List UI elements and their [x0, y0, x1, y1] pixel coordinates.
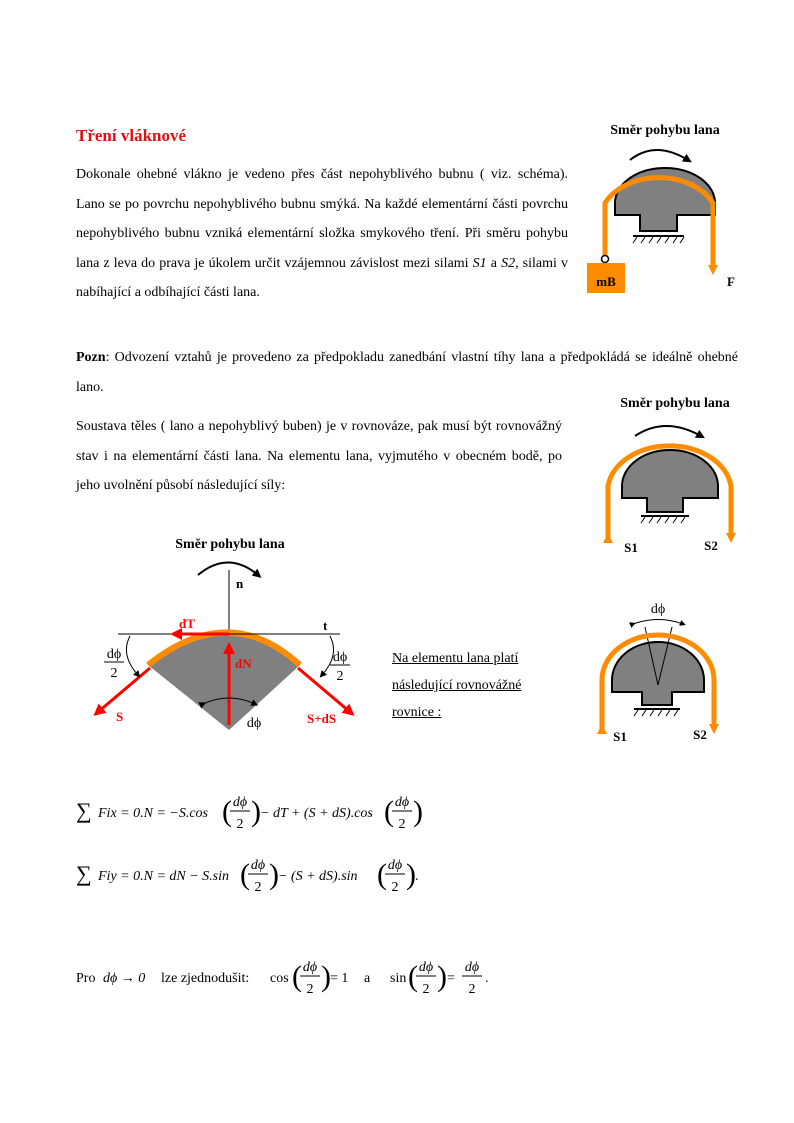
eq2-frac2-den: 2 — [391, 880, 399, 895]
eq3-text: lze zjednodušit: — [161, 971, 250, 986]
eq3-paren2-open: ( — [408, 960, 418, 993]
figure-drum-with-mass — [585, 115, 765, 295]
eq2-frac-den: 2 — [254, 880, 262, 895]
eq2-frac-num: dϕ — [250, 858, 266, 873]
angle-arc — [633, 620, 683, 625]
equation-simplification — [76, 955, 516, 1003]
eq3-eq: = — [447, 971, 455, 986]
s2-label: S2 — [704, 538, 718, 553]
intro-and: a — [486, 255, 502, 271]
dt-label: dT — [179, 616, 195, 631]
figure-drum-s1-s2 — [595, 388, 775, 558]
eq2-end: . — [415, 869, 419, 884]
drum-shape — [612, 642, 704, 705]
motion-arrow-icon — [635, 426, 701, 436]
left-angle-arc — [126, 636, 138, 675]
eq3-paren-close: ) — [321, 960, 331, 993]
eq1-lhs: Fix = 0.N = −S.cos — [98, 806, 208, 821]
eq1-paren2-close: ) — [413, 795, 423, 828]
equation-fiy — [76, 851, 476, 899]
symbol-s2: S2 — [501, 255, 516, 271]
eq1-mid: − dT + (S + dS).cos — [260, 806, 373, 821]
eq2-paren-close: ) — [269, 858, 279, 891]
eq2-paren-open: ( — [240, 858, 250, 891]
page-title: Tření vláknové — [76, 126, 187, 145]
s1-label: S1 — [624, 540, 638, 555]
fig1-caption: Směr pohybu lana — [610, 123, 720, 138]
figure-drum-dphi — [590, 597, 740, 747]
equilibrium-paragraph: Soustava těles ( lano a nepohyblivý buben) je v rovnováze, pak musí být rovnovážný stav i na elementární části lana. Na elementu lana, vyjmutého v obecném bodě, po jeho uvolnění působí následující síly: — [76, 419, 562, 493]
note-text: : Odvození vztahů je provedeno za předpokladu zanedbání vlastní tíhy lana a předpokládá se ideálně ohebné lano. — [76, 350, 738, 395]
force-label: F — [727, 274, 735, 289]
intro-paragraph — [76, 160, 568, 308]
t-label: t — [323, 618, 328, 633]
eq1-frac2-num: dϕ — [394, 795, 410, 810]
s1-label: S1 — [613, 729, 627, 744]
mass-label: mB — [596, 274, 616, 289]
eq1-paren2-open: ( — [384, 795, 394, 828]
s-arrow — [98, 668, 150, 712]
equations-intro: Na elementu lana platí následující rovnovážné rovnice : — [392, 651, 522, 720]
motion-arrow-icon — [198, 563, 258, 576]
eq3-cos: cos — [270, 971, 289, 986]
left-angle-num: dϕ — [106, 647, 122, 662]
eq3-sin: sin — [390, 971, 407, 986]
rope-hook — [602, 256, 609, 263]
sum-symbol: ∑ — [76, 861, 92, 886]
eq1-paren-close: ) — [251, 795, 261, 828]
motion-arrow-icon — [630, 150, 688, 160]
eq3-frac3-num: dϕ — [464, 960, 480, 975]
ground-hatch — [641, 517, 685, 523]
sds-label: S+dS — [307, 711, 337, 726]
equation-fix — [76, 788, 476, 836]
eq1-frac2-den: 2 — [398, 817, 406, 832]
eq3-eq1: = 1 — [330, 971, 349, 986]
eq3-pro: Pro — [76, 971, 96, 986]
right-angle-num: dϕ — [332, 650, 348, 665]
eq2-frac2-num: dϕ — [387, 858, 403, 873]
eq3-frac-num: dϕ — [302, 960, 318, 975]
eq2-paren2-close: ) — [406, 858, 416, 891]
sum-symbol: ∑ — [76, 798, 92, 823]
eq2-paren2-open: ( — [377, 858, 387, 891]
figure-rope-element — [78, 530, 388, 745]
note-label: Pozn — [76, 350, 106, 365]
dn-label: dN — [235, 656, 252, 671]
left-angle-den: 2 — [110, 666, 118, 681]
ground-hatch — [633, 237, 684, 243]
eq3-dot: . — [485, 971, 489, 986]
right-angle-den: 2 — [336, 669, 344, 684]
eq3-frac-den: 2 — [306, 982, 314, 997]
center-angle-label: dϕ — [246, 716, 262, 731]
eq3-paren-open: ( — [292, 960, 302, 993]
eq2-mid: − (S + dS).sin — [278, 869, 358, 884]
symbol-s1: S1 — [472, 255, 487, 271]
eq2-lhs: Fiy = 0.N = dN − S.sin — [98, 869, 230, 884]
s-label: S — [116, 709, 124, 724]
eq3-frac2-num: dϕ — [418, 960, 434, 975]
eq3-a: a — [364, 971, 371, 986]
intro-text: Dokonale ohebné vlákno je vedeno přes část nepohyblivého bubnu ( viz. schéma). Lano se po povrchu nepohyblivého bubnu smýká. Na každé elementární části povrchu nepohyblivého bubnu vzniká elementární složka smykového tření. Při směru pohybu lana z leva do prava je úkolem určit vzájemnou závislost mezi silami — [76, 167, 568, 271]
eq1-frac-den: 2 — [236, 817, 244, 832]
eq3-frac2-den: 2 — [422, 982, 430, 997]
eq1-paren-open: ( — [222, 795, 232, 828]
ground-hatch — [634, 710, 678, 716]
eq3-paren2-close: ) — [437, 960, 447, 993]
eq1-frac-num: dϕ — [232, 795, 248, 810]
drum-shape — [622, 450, 718, 512]
n-label: n — [236, 576, 244, 591]
eq3-frac3-den: 2 — [468, 982, 476, 997]
intro-text-end: , silami v nabíhající a odbíhající části lana. — [76, 255, 568, 300]
fig3-caption: Směr pohybu lana — [175, 537, 285, 552]
fig4-dphi-label: dϕ — [650, 602, 666, 617]
s2-label: S2 — [693, 727, 707, 742]
eq3-cond: dϕ → 0 — [103, 971, 146, 986]
fig2-caption: Směr pohybu lana — [620, 396, 730, 411]
